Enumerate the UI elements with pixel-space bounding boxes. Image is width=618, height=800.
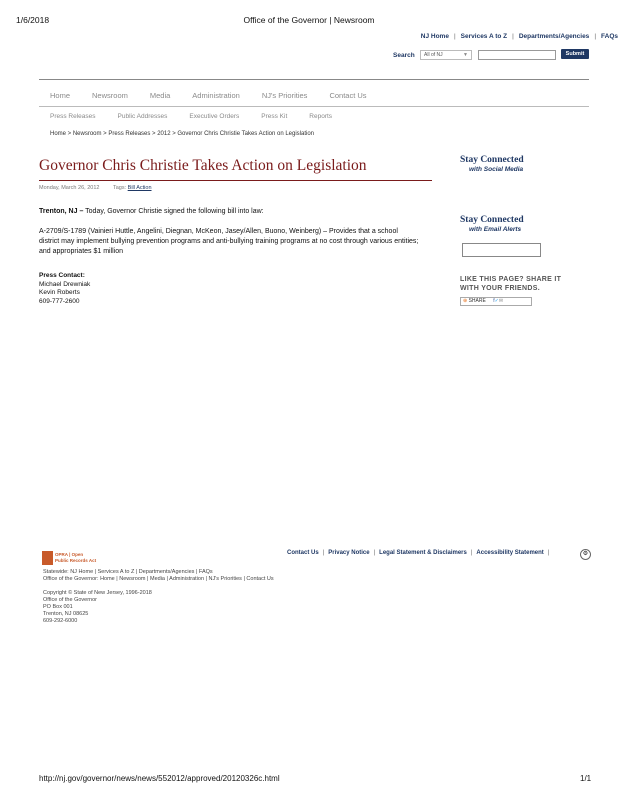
subnav-reports[interactable]: Reports (309, 113, 333, 120)
opra-logo-mark (42, 551, 53, 565)
share-plus-icon: ⊕ (463, 298, 468, 304)
subnav-executive-orders[interactable]: Executive Orders (189, 113, 240, 120)
article-date: Monday, March 26, 2012 (39, 185, 100, 191)
email-heading[interactable]: Stay Connected (460, 215, 524, 225)
article-meta (39, 185, 152, 191)
tag-link[interactable]: Bill Action (127, 185, 152, 191)
dateline: Trenton, NJ – (39, 208, 84, 215)
article-lead (39, 208, 264, 215)
share-button[interactable]: ⊕ SHARE f✓✉ (460, 297, 532, 306)
email-icon: ✉ (498, 298, 504, 304)
email-subheading[interactable]: with Email Alerts (469, 226, 522, 233)
search-submit-button[interactable]: Submit (561, 49, 589, 59)
footer-links: Contact Us | Privacy Notice | Legal Statement & Disclaimers | Accessibility Statement | (287, 550, 550, 556)
bill-description: A-2709/S-1789 (Vainieri Huttle, Angelini, Diegnan, McKeon, Jasey/Allen, Buono, Weinberg) – Provides that a school district may implement bullying prevention programs and anti-bullying training programs at no cost through various entities; and appropriates $1 million (39, 228, 419, 255)
footer-copyright: Copyright © State of New Jersey, 1996-2018 (43, 590, 152, 596)
footer-statewide[interactable]: Statewide: NJ Home | Services A to Z | Departments/Agencies | FAQs (43, 569, 213, 575)
print-url: http://nj.gov/governor/news/news/552012/approved/20120326c.html (39, 774, 280, 783)
twitter-icon: ✓ (494, 298, 499, 304)
top-utility-nav: NJ Home | Services A to Z | Departments/Agencies | FAQs (420, 33, 618, 40)
print-date: 1/6/2018 (16, 15, 50, 25)
article-title: Governor Chris Christie Takes Action on Legislation (39, 157, 367, 174)
main-nav (50, 91, 389, 100)
chevron-down-icon: ▼ (463, 52, 468, 58)
header-divider (39, 79, 589, 80)
social-heading[interactable]: Stay Connected (460, 155, 524, 165)
social-icons: f (493, 298, 495, 304)
print-page-number: 1/1 (580, 774, 592, 783)
topnav-faqs[interactable]: FAQs (601, 33, 618, 40)
footer-accessibility[interactable]: Accessibility Statement (476, 550, 544, 556)
nav-priorities[interactable]: NJ's Priorities (261, 91, 308, 100)
opra-logo[interactable]: OPRA | Open Public Records Act (42, 551, 82, 566)
nav-divider (39, 106, 589, 107)
topnav-departments[interactable]: Departments/Agencies (518, 33, 590, 40)
language-icon[interactable]: ⚙ (580, 549, 591, 560)
nav-media[interactable]: Media (149, 91, 171, 100)
nav-administration[interactable]: Administration (192, 91, 240, 100)
press-contact (39, 272, 90, 306)
search-label: Search (393, 52, 415, 59)
subnav-press-kit[interactable]: Press Kit (261, 113, 288, 120)
contact-name-1: Michael Drewniak (39, 280, 91, 288)
subnav-press-releases[interactable]: Press Releases (50, 113, 96, 120)
lead-text: Today, Governor Christie signed the following bill into law: (83, 208, 264, 215)
social-subheading[interactable]: with Social Media (469, 166, 524, 173)
footer-legal-statement[interactable]: Legal Statement & Disclaimers (379, 550, 467, 556)
contact-name-2: Kevin Roberts (39, 289, 80, 296)
subnav-public-addresses[interactable]: Public Addresses (117, 113, 168, 120)
nav-contact[interactable]: Contact Us (329, 91, 367, 100)
footer-address: Office of the Governor PO Box 001 Trenton, NJ 08625 609-292-6000 (43, 597, 98, 624)
sub-nav (50, 113, 354, 120)
tags-label: Tags: (112, 185, 127, 191)
print-title: Office of the Governor | Newsroom (243, 15, 375, 25)
topnav-services[interactable]: Services A to Z (460, 33, 508, 40)
nav-home[interactable]: Home (50, 91, 71, 100)
nav-newsroom[interactable]: Newsroom (92, 91, 128, 100)
title-underline (39, 180, 432, 181)
footer-office[interactable]: Office of the Governor: Home | Newsroom | Media | Administration | NJ's Priorities | Contact Us (43, 576, 274, 582)
email-alert-input[interactable] (462, 243, 541, 257)
contact-phone: 609-777-2600 (39, 297, 80, 305)
footer-privacy-notice[interactable]: Privacy Notice (328, 550, 370, 556)
breadcrumb[interactable]: Home > Newsroom > Press Releases > 2012 > Governor Chris Christie Takes Action on Legislation (50, 131, 315, 137)
footer-contact-us[interactable]: Contact Us (287, 550, 319, 556)
share-heading: LIKE THIS PAGE? SHARE IT WITH YOUR FRIENDS. (460, 276, 562, 292)
press-contact-label: Press Contact: (39, 272, 85, 279)
topnav-nj-home[interactable]: NJ Home (420, 33, 449, 40)
search-scope-select[interactable]: All of NJ ▼ (420, 50, 472, 60)
search-input[interactable] (478, 50, 556, 60)
